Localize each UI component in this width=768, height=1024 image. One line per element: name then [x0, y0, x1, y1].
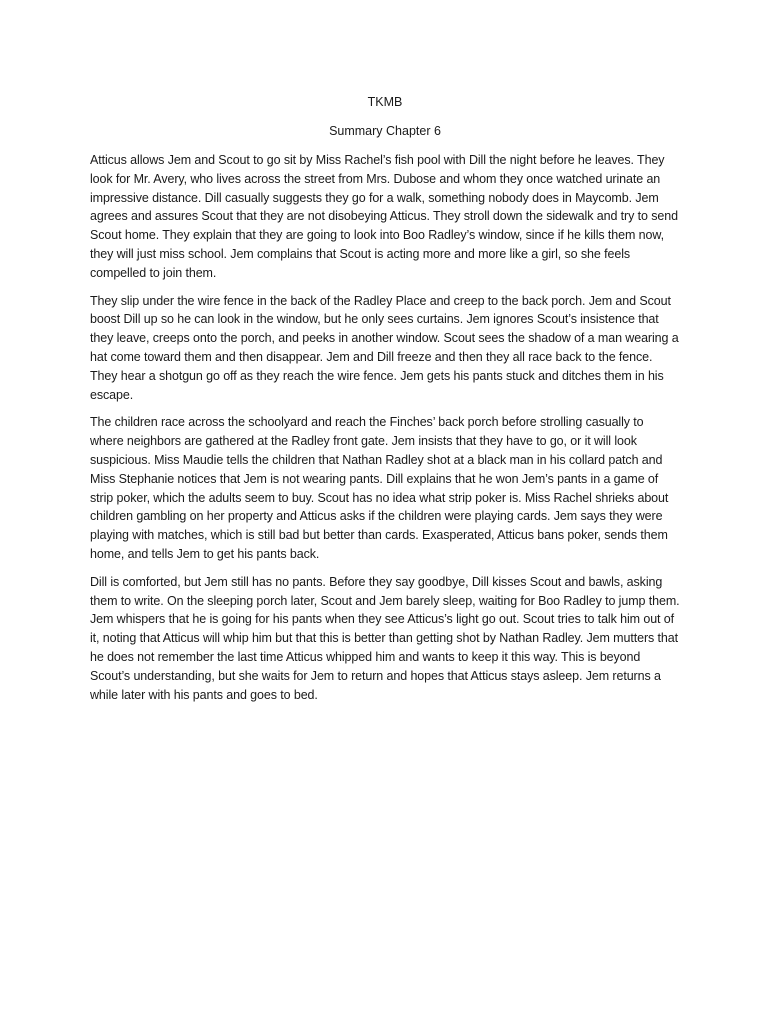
paragraph-1: Atticus allows Jem and Scout to go sit by Miss Rachel’s fish pool with Dill the night before he leaves. They look for Mr. Avery, who lives across the street from Mrs. Dubose and whom they once watched urinate an impressive distance. Dill casually suggests they go for a walk, something nobody does in Maycomb. Jem agrees and assures Scout that they are not disobeying Atticus. They stroll down the sidewalk and try to send Scout home. They explain that they are going to look into Boo Radley’s window, since if he kills them now, they will just miss school. Jem complains that Scout is acting more and more like a girl, so she feels compelled to join them.: [90, 153, 678, 280]
document-title: TKMB: [367, 95, 403, 109]
paragraph-2: They slip under the wire fence in the back of the Radley Place and creep to the back porch. Jem and Scout boost Dill up so he can look in the window, but he only sees curtains. Jem ignores Scout’s insistence that they leave, creeps onto the porch, and peeks in another window. Scout sees the shadow of a man wearing a hat come toward them and then disappear. Jem and Dill freeze and then they all race back to the fence. They hear a shotgun go off as they reach the wire fence. Jem gets his pants stuck and ditches them in his escape.: [90, 293, 679, 402]
paragraph-4: Dill is comforted, but Jem still has no pants. Before they say goodbye, Dill kisses Scout and bawls, asking them to write. On the sleeping porch later, Scout and Jem barely sleep, waiting for Boo Radley to jump them. Jem whispers that he is going for his pants when they see Atticus’s light go out. Scout tries to talk him out of it, noting that Atticus will whip him but that this is better than getting shot by Nathan Radley. Jem mutters that he does not remember the last time Atticus whipped him and wants to keep it this way. This is beyond Scout’s understanding, but she waits for Jem to return and hopes that Atticus stays asleep. Jem returns a while later with his pants and goes to bed.: [90, 574, 680, 702]
document-body: [90, 93, 680, 713]
paragraph-3: The children race across the schoolyard and reach the Finches’ back porch before strolling casually to where neighbors are gathered at the Radley front gate. Jem insists that they have to go, or it will look suspicious. Miss Maudie tells the children that Nathan Radley shot at a black man in his collard patch and Miss Stephanie notices that Jem is not wearing pants. Dill explains that he won Jem’s pants in a game of strip poker, which the adults seem to buy. Scout has no idea what strip poker is. Miss Rachel shrieks about children gambling on her property and Atticus asks if the children were playing cards. Jem says they were playing with matches, which is still bad but better than cards. Exasperated, Atticus bans poker, sends them home, and tells Jem to get his pants back.: [90, 415, 669, 561]
document-subtitle: Summary Chapter 6: [329, 124, 441, 138]
